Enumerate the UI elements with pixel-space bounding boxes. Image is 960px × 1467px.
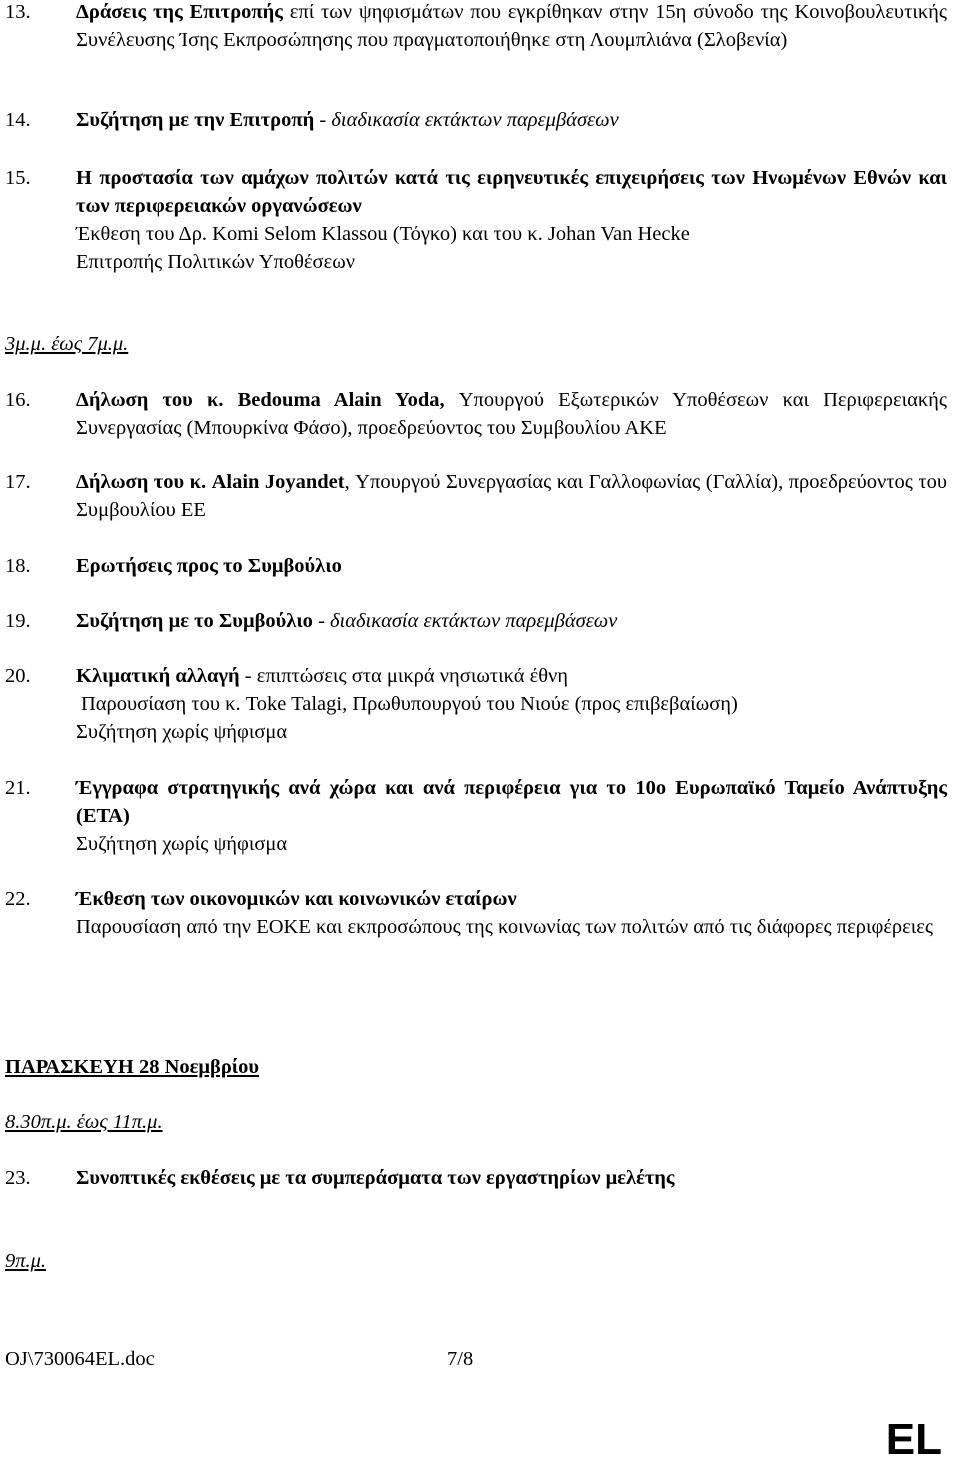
item-number: 14. [5, 109, 31, 131]
item-separator: - [312, 610, 331, 632]
time-afternoon: 3μ.μ. έως 7μ.μ. [5, 333, 129, 355]
item-description: επί των ψηφισμάτων που εγκρίθηκαν στην 15η σύνοδο της Κοινοβουλευτικής Συνέλευσης Ίσης Εκπροσώπησης που πραγματοποιήθηκε στη Λουμπλιάνα (Σλοβενία) [76, 1, 948, 51]
item-number: 20. [5, 665, 31, 687]
item-speaker: Bedouma Alain Yoda, [223, 389, 445, 411]
item-number: 17. [5, 471, 31, 493]
agenda-item-16 [5, 386, 947, 442]
item-procedure: διαδικασία εκτάκτων παρεμβάσεων [330, 610, 618, 632]
item-debate-note: Συζήτηση χωρίς ψήφισμα [76, 833, 288, 855]
agenda-item-20 [5, 662, 947, 746]
item-description: Υπουργού Εξωτερικών Υποθέσεων και Περιφερειακής Συνεργασίας (Μπουρκίνα Φάσο), προεδρεύοντος του Συμβουλίου ΑΚΕ [76, 389, 947, 439]
agenda-item-17 [5, 468, 947, 524]
item-number: 16. [5, 389, 31, 411]
item-number: 13. [5, 1, 31, 23]
item-number: 23. [5, 1167, 31, 1189]
item-title: Η προστασία των αμάχων πολιτών κατά τις ειρηνευτικές επιχειρήσεις των Ηνωμένων Εθνών και των περιφερειακών οργανώσεων [76, 167, 947, 217]
language-mark: EL [885, 1415, 942, 1464]
item-separator: - [314, 109, 332, 131]
item-committee: Επιτροπής Πολιτικών Υποθέσεων [76, 251, 355, 273]
item-number: 18. [5, 555, 31, 577]
agenda-item-15 [5, 164, 947, 276]
item-description: , Υπουργού Συνεργασίας και Γαλλοφωνίας (Γαλλία), προεδρεύοντος του Συμβουλίου ΕΕ [76, 471, 948, 521]
footer-page-number: 7/8 [447, 1348, 474, 1370]
item-speaker: Alain Joyandet [206, 471, 345, 493]
item-title: Δήλωση του κ. [76, 389, 224, 411]
item-number: 21. [5, 777, 31, 799]
item-procedure: διαδικασία εκτάκτων παρεμβάσεων [331, 109, 619, 131]
item-title: Δράσεις της Επιτροπής [76, 1, 283, 23]
item-presentation: Παρουσίαση του κ. Toke Talagi, Πρωθυπουργού του Νιούε (προς επιβεβαίωση) [81, 693, 738, 715]
agenda-item-23 [5, 1164, 947, 1192]
agenda-item-13 [5, 0, 947, 54]
item-presentation: Παρουσίαση από την ΕΟΚΕ και εκπροσώπους της κοινωνίας των πολιτών από τις διάφορες περιφέρειες [76, 916, 934, 938]
item-title: Ερωτήσεις προς το Συμβούλιο [76, 555, 342, 577]
item-title: Έκθεση των οικονομικών και κοινωνικών εταίρων [76, 888, 517, 910]
day-heading: ΠΑΡΑΣΚΕΥΗ 28 Νοεμβρίου [5, 1056, 260, 1078]
item-title: Δήλωση του κ. [76, 471, 207, 493]
agenda-item-21 [5, 774, 947, 858]
agenda-item-19 [5, 607, 947, 635]
item-rapporteurs: Έκθεση του Δρ. Komi Selom Klassou (Τόγκο) και του κ. Johan Van Hecke [76, 223, 690, 245]
item-debate-note: Συζήτηση χωρίς ψήφισμα [76, 721, 288, 743]
time-morning: 8.30π.μ. έως 11π.μ. [5, 1111, 163, 1133]
item-number: 15. [5, 167, 31, 189]
item-title: Συνοπτικές εκθέσεις με τα συμπεράσματα των εργαστηρίων μελέτης [76, 1167, 675, 1189]
item-title: Συζήτηση με την Επιτροπή [76, 109, 315, 131]
agenda-item-22 [5, 885, 947, 941]
agenda-item-18 [5, 552, 947, 580]
item-number: 19. [5, 610, 31, 632]
item-title: Έγγραφα στρατηγικής ανά χώρα και ανά περιφέρεια για το 10ο Ευρωπαϊκό Ταμείο Ανάπτυξης (ΕΤΑ) [76, 777, 947, 827]
item-description: - επιπτώσεις στα μικρά νησιωτικά έθνη [239, 665, 569, 687]
item-title: Συζήτηση με το Συμβούλιο [76, 610, 313, 632]
item-number: 22. [5, 888, 31, 910]
item-title: Κλιματική αλλαγή [76, 665, 240, 687]
time-nine: 9π.μ. [5, 1250, 47, 1272]
agenda-item-14 [5, 106, 947, 134]
footer-doc-ref: OJ\730064EL.doc [5, 1348, 155, 1370]
